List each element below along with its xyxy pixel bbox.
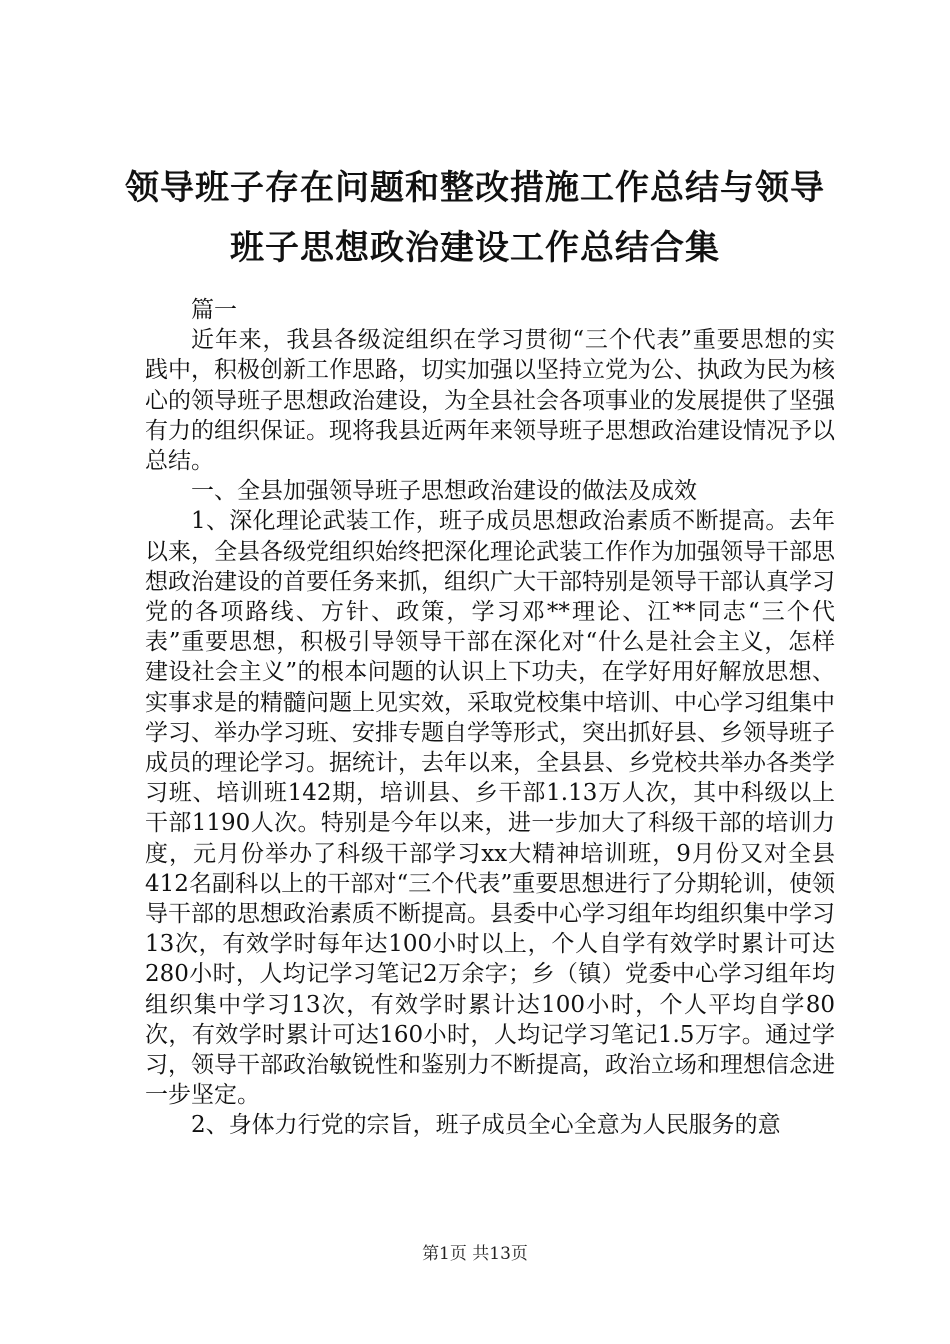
page-number-footer: 第1页 共13页 (422, 1244, 528, 1264)
document-title (110, 158, 840, 278)
paragraph-item-2: 2、身体力行党的宗旨，班子成员全心全意为人民服务的意 (191, 1112, 781, 1139)
paragraph-intro: 近年来，我县各级淀组织在学习贯彻“三个代表”重要思想的实践中，积极创新工作思路，切实加强以坚持立党为公、执政为民为核心的领导班子思想政治建设，为全县社会各项事业的发展提供了坚强有力的组织保证。现将我县近两年来领导班子思想政治建设情况予以总结。 (145, 327, 835, 475)
section-label: 篇一 (191, 297, 237, 323)
document-body (145, 295, 835, 1141)
paragraph-item-1: 1、深化理论武装工作，班子成员思想政治素质不断提高。去年以来，全县各级党组织始终把深化理论武装工作作为加强领导干部思想政治建设的首要任务来抓，组织广大干部特别是领导干部认真学习党的各项路线、方针、政策，学习邓**理论、江**同志“三个代表”重要思想，积极引导领导干部在深化对“什么是社会主义，怎样建设社会主义”的根本问题的认识上下功夫，在学好用好解放思想、实事求是的精髓问题上见实效，采取党校集中培训、中心学习组集中学习、举办学习班、安排专题自学等形式，突出抓好县、乡领导班子成员的理论学习。据统计，去年以来，全县县、乡党校共举办各类学习班、培训班142期，培训县、乡干部1.13万人次，其中科级以上干部1190人次。特别是今年以来，进一步加大了科级干部的培训力度，元月份举办了科级干部学习xx大精神培训班，9月份又对全县412名副科以上的干部对“三个代表”重要思想进行了分期轮训，使领导干部的思想政治素质不断提高。县委中心学习组年均组织集中学习13次，有效学时每年达100小时以上，个人自学有效学时累计可达280小时，人均记学习笔记2万余字；乡（镇）党委中心学习组年均组织集中学习13次，有效学时累计达100小时，个人平均自学80次，有效学时累计可达160小时，人均记学习笔记1.5万字。通过学习，领导干部政治敏锐性和鉴别力不断提高，政治立场和理想信念进一步坚定。 (145, 508, 835, 1109)
title-line-1: 领导班子存在问题和整改措施工作总结与领导 (125, 168, 825, 208)
section-heading: 一、全县加强领导班子思想政治建设的做法及成效 (191, 478, 697, 505)
title-line-2: 班子思想政治建设工作总结合集 (230, 228, 720, 268)
